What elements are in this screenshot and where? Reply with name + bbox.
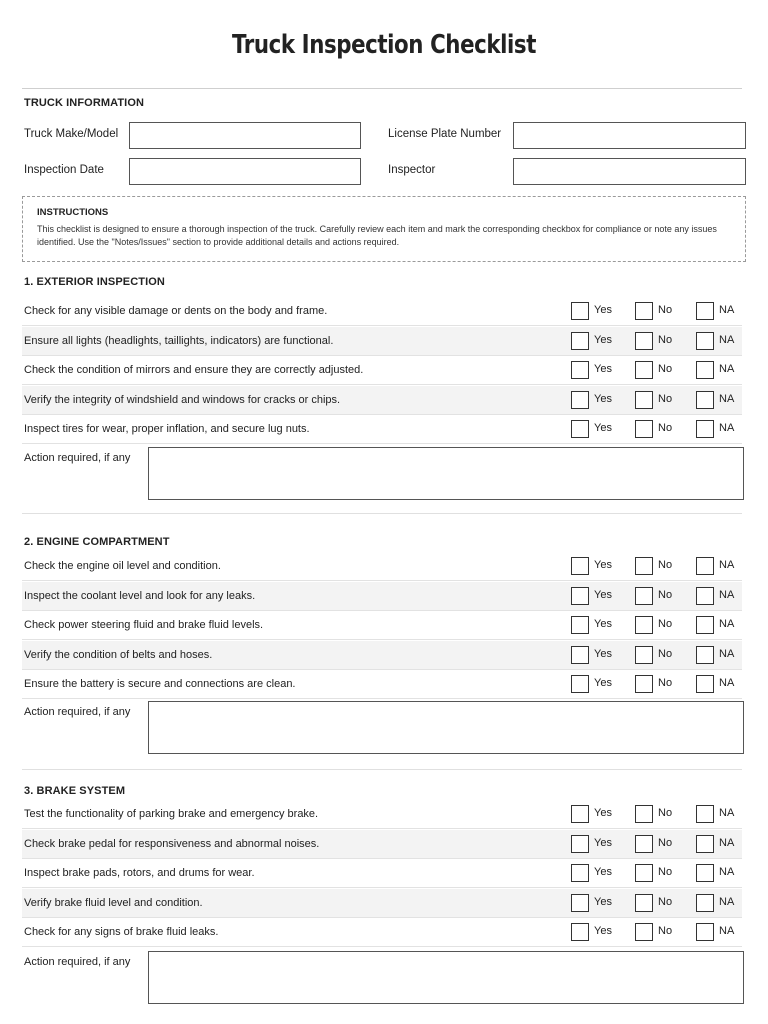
checklist-row bbox=[22, 830, 742, 859]
no-label: No bbox=[658, 392, 673, 405]
instructions-box bbox=[22, 196, 746, 262]
no-checkbox[interactable] bbox=[635, 805, 653, 823]
no-label: No bbox=[658, 807, 673, 819]
make-model-label: Truck Make/Model bbox=[24, 128, 119, 140]
no-label: No bbox=[658, 836, 673, 849]
action-required-field[interactable] bbox=[148, 447, 744, 500]
yes-checkbox[interactable] bbox=[571, 864, 589, 882]
yes-label: Yes bbox=[594, 647, 612, 660]
na-checkbox[interactable] bbox=[696, 420, 714, 438]
na-label: NA bbox=[719, 422, 735, 435]
yes-label: Yes bbox=[594, 559, 612, 571]
checklist-row bbox=[22, 327, 742, 356]
no-checkbox[interactable] bbox=[635, 646, 653, 664]
inspection-date-label: Inspection Date bbox=[24, 164, 104, 176]
no-checkbox[interactable] bbox=[635, 361, 653, 379]
na-checkbox[interactable] bbox=[696, 864, 714, 882]
yes-label: Yes bbox=[594, 333, 612, 346]
no-checkbox[interactable] bbox=[635, 835, 653, 853]
na-label: NA bbox=[719, 677, 735, 690]
checklist-item-text: Verify brake fluid level and condition. bbox=[24, 896, 203, 909]
checklist-row bbox=[22, 670, 742, 699]
license-plate-field[interactable] bbox=[513, 122, 746, 149]
yes-label: Yes bbox=[594, 304, 612, 316]
checklist-row bbox=[22, 552, 742, 581]
yes-label: Yes bbox=[594, 422, 612, 435]
yes-label: Yes bbox=[594, 363, 612, 376]
instructions-text: This checklist is designed to ensure a thorough inspection of the truck. Carefully review each item and mark the corresponding checkbox for compliance or note any issues identified. Use the "Notes/Issues" section to provide additional details and actions required. bbox=[37, 224, 717, 247]
no-label: No bbox=[658, 618, 673, 631]
checklist-row bbox=[22, 582, 742, 611]
na-label: NA bbox=[719, 304, 735, 316]
no-checkbox[interactable] bbox=[635, 923, 653, 941]
section-heading: 3. BRAKE SYSTEM bbox=[24, 785, 126, 797]
yes-label: Yes bbox=[594, 588, 612, 601]
make-model-field[interactable] bbox=[129, 122, 361, 149]
na-checkbox[interactable] bbox=[696, 616, 714, 634]
no-label: No bbox=[658, 895, 673, 908]
checklist-row bbox=[22, 889, 742, 918]
na-label: NA bbox=[719, 866, 735, 879]
yes-checkbox[interactable] bbox=[571, 302, 589, 320]
no-checkbox[interactable] bbox=[635, 302, 653, 320]
yes-label: Yes bbox=[594, 807, 612, 819]
yes-label: Yes bbox=[594, 618, 612, 631]
yes-checkbox[interactable] bbox=[571, 835, 589, 853]
title-divider bbox=[22, 88, 742, 89]
na-label: NA bbox=[719, 559, 735, 571]
no-checkbox[interactable] bbox=[635, 864, 653, 882]
checklist-item-text: Verify the integrity of windshield and windows for cracks or chips. bbox=[24, 393, 341, 406]
na-checkbox[interactable] bbox=[696, 587, 714, 605]
checklist-item-text: Inspect tires for wear, proper inflation, and secure lug nuts. bbox=[24, 423, 310, 436]
no-checkbox[interactable] bbox=[635, 675, 653, 693]
checklist-item-text: Check for any visible damage or dents on the body and frame. bbox=[24, 305, 328, 317]
na-checkbox[interactable] bbox=[696, 646, 714, 664]
na-label: NA bbox=[719, 647, 735, 660]
checklist-row bbox=[22, 386, 742, 415]
checklist-item-text: Check the condition of mirrors and ensure they are correctly adjusted. bbox=[24, 364, 364, 377]
na-label: NA bbox=[719, 836, 735, 849]
yes-checkbox[interactable] bbox=[571, 616, 589, 634]
no-checkbox[interactable] bbox=[635, 420, 653, 438]
checklist-row bbox=[22, 415, 742, 444]
yes-checkbox[interactable] bbox=[571, 587, 589, 605]
yes-checkbox[interactable] bbox=[571, 420, 589, 438]
action-required-label: Action required, if any bbox=[24, 706, 131, 718]
yes-checkbox[interactable] bbox=[571, 557, 589, 575]
checklist-row bbox=[22, 918, 742, 947]
na-checkbox[interactable] bbox=[696, 391, 714, 409]
checklist-row bbox=[22, 800, 742, 829]
no-label: No bbox=[658, 866, 673, 879]
checklist-item-text: Check power steering fluid and brake fluid levels. bbox=[24, 619, 264, 632]
yes-label: Yes bbox=[594, 895, 612, 908]
na-checkbox[interactable] bbox=[696, 675, 714, 693]
action-required-label: Action required, if any bbox=[24, 956, 131, 968]
license-plate-label: License Plate Number bbox=[388, 128, 502, 140]
yes-label: Yes bbox=[594, 866, 612, 879]
no-checkbox[interactable] bbox=[635, 616, 653, 634]
no-label: No bbox=[658, 304, 673, 316]
truck-info-heading: TRUCK INFORMATION bbox=[24, 97, 145, 109]
no-label: No bbox=[658, 559, 673, 571]
na-checkbox[interactable] bbox=[696, 894, 714, 912]
inspector-field[interactable] bbox=[513, 158, 746, 185]
checklist-item-text: Inspect brake pads, rotors, and drums for wear. bbox=[24, 867, 255, 880]
na-checkbox[interactable] bbox=[696, 805, 714, 823]
yes-checkbox[interactable] bbox=[571, 894, 589, 912]
no-label: No bbox=[658, 422, 673, 435]
checklist-item-text: Ensure the battery is secure and connections are clean. bbox=[24, 678, 296, 691]
action-required-field[interactable] bbox=[148, 951, 744, 1004]
no-label: No bbox=[658, 363, 673, 376]
action-required-field[interactable] bbox=[148, 701, 744, 754]
no-label: No bbox=[658, 647, 673, 660]
checklist-item-text: Check the engine oil level and condition. bbox=[24, 560, 221, 572]
no-checkbox[interactable] bbox=[635, 894, 653, 912]
yes-label: Yes bbox=[594, 677, 612, 690]
checklist-item-text: Verify the condition of belts and hoses. bbox=[24, 648, 213, 661]
checklist-item-text: Check brake pedal for responsiveness and abnormal noises. bbox=[24, 837, 320, 850]
na-checkbox[interactable] bbox=[696, 923, 714, 941]
yes-checkbox[interactable] bbox=[571, 805, 589, 823]
no-label: No bbox=[658, 925, 673, 938]
yes-checkbox[interactable] bbox=[571, 332, 589, 350]
checklist-row bbox=[22, 641, 742, 670]
na-label: NA bbox=[719, 333, 735, 346]
na-label: NA bbox=[719, 807, 735, 819]
inspection-date-field[interactable] bbox=[129, 158, 361, 185]
page-title: Truck Inspection Checklist bbox=[232, 30, 536, 60]
no-checkbox[interactable] bbox=[635, 587, 653, 605]
checklist-item-text: Check for any signs of brake fluid leaks. bbox=[24, 926, 219, 939]
section-heading: 2. ENGINE COMPARTMENT bbox=[24, 536, 170, 548]
na-checkbox[interactable] bbox=[696, 361, 714, 379]
yes-label: Yes bbox=[594, 392, 612, 405]
yes-label: Yes bbox=[594, 836, 612, 849]
checklist-item-text: Test the functionality of parking brake and emergency brake. bbox=[24, 808, 319, 820]
na-checkbox[interactable] bbox=[696, 557, 714, 575]
yes-checkbox[interactable] bbox=[571, 675, 589, 693]
yes-checkbox[interactable] bbox=[571, 646, 589, 664]
no-label: No bbox=[658, 333, 673, 346]
na-checkbox[interactable] bbox=[696, 302, 714, 320]
checklist-row bbox=[22, 297, 742, 326]
instructions-heading: INSTRUCTIONS bbox=[37, 207, 109, 218]
na-checkbox[interactable] bbox=[696, 332, 714, 350]
na-label: NA bbox=[719, 588, 735, 601]
no-label: No bbox=[658, 677, 673, 690]
action-required-label: Action required, if any bbox=[24, 452, 131, 464]
checklist-item-text: Ensure all lights (headlights, taillights, indicators) are functional. bbox=[24, 334, 334, 347]
section-divider bbox=[22, 513, 742, 514]
yes-checkbox[interactable] bbox=[571, 361, 589, 379]
na-label: NA bbox=[719, 895, 735, 908]
na-label: NA bbox=[719, 363, 735, 376]
no-checkbox[interactable] bbox=[635, 391, 653, 409]
checklist-row bbox=[22, 611, 742, 640]
na-label: NA bbox=[719, 618, 735, 631]
no-label: No bbox=[658, 588, 673, 601]
no-checkbox[interactable] bbox=[635, 332, 653, 350]
checklist-row bbox=[22, 356, 742, 385]
yes-label: Yes bbox=[594, 925, 612, 938]
section-divider bbox=[22, 769, 742, 770]
inspector-label: Inspector bbox=[388, 164, 436, 176]
yes-checkbox[interactable] bbox=[571, 391, 589, 409]
no-checkbox[interactable] bbox=[635, 557, 653, 575]
checklist-item-text: Inspect the coolant level and look for any leaks. bbox=[24, 589, 256, 602]
section-heading: 1. EXTERIOR INSPECTION bbox=[24, 276, 165, 288]
na-label: NA bbox=[719, 392, 735, 405]
checklist-row bbox=[22, 859, 742, 888]
na-checkbox[interactable] bbox=[696, 835, 714, 853]
yes-checkbox[interactable] bbox=[571, 923, 589, 941]
na-label: NA bbox=[719, 925, 735, 938]
